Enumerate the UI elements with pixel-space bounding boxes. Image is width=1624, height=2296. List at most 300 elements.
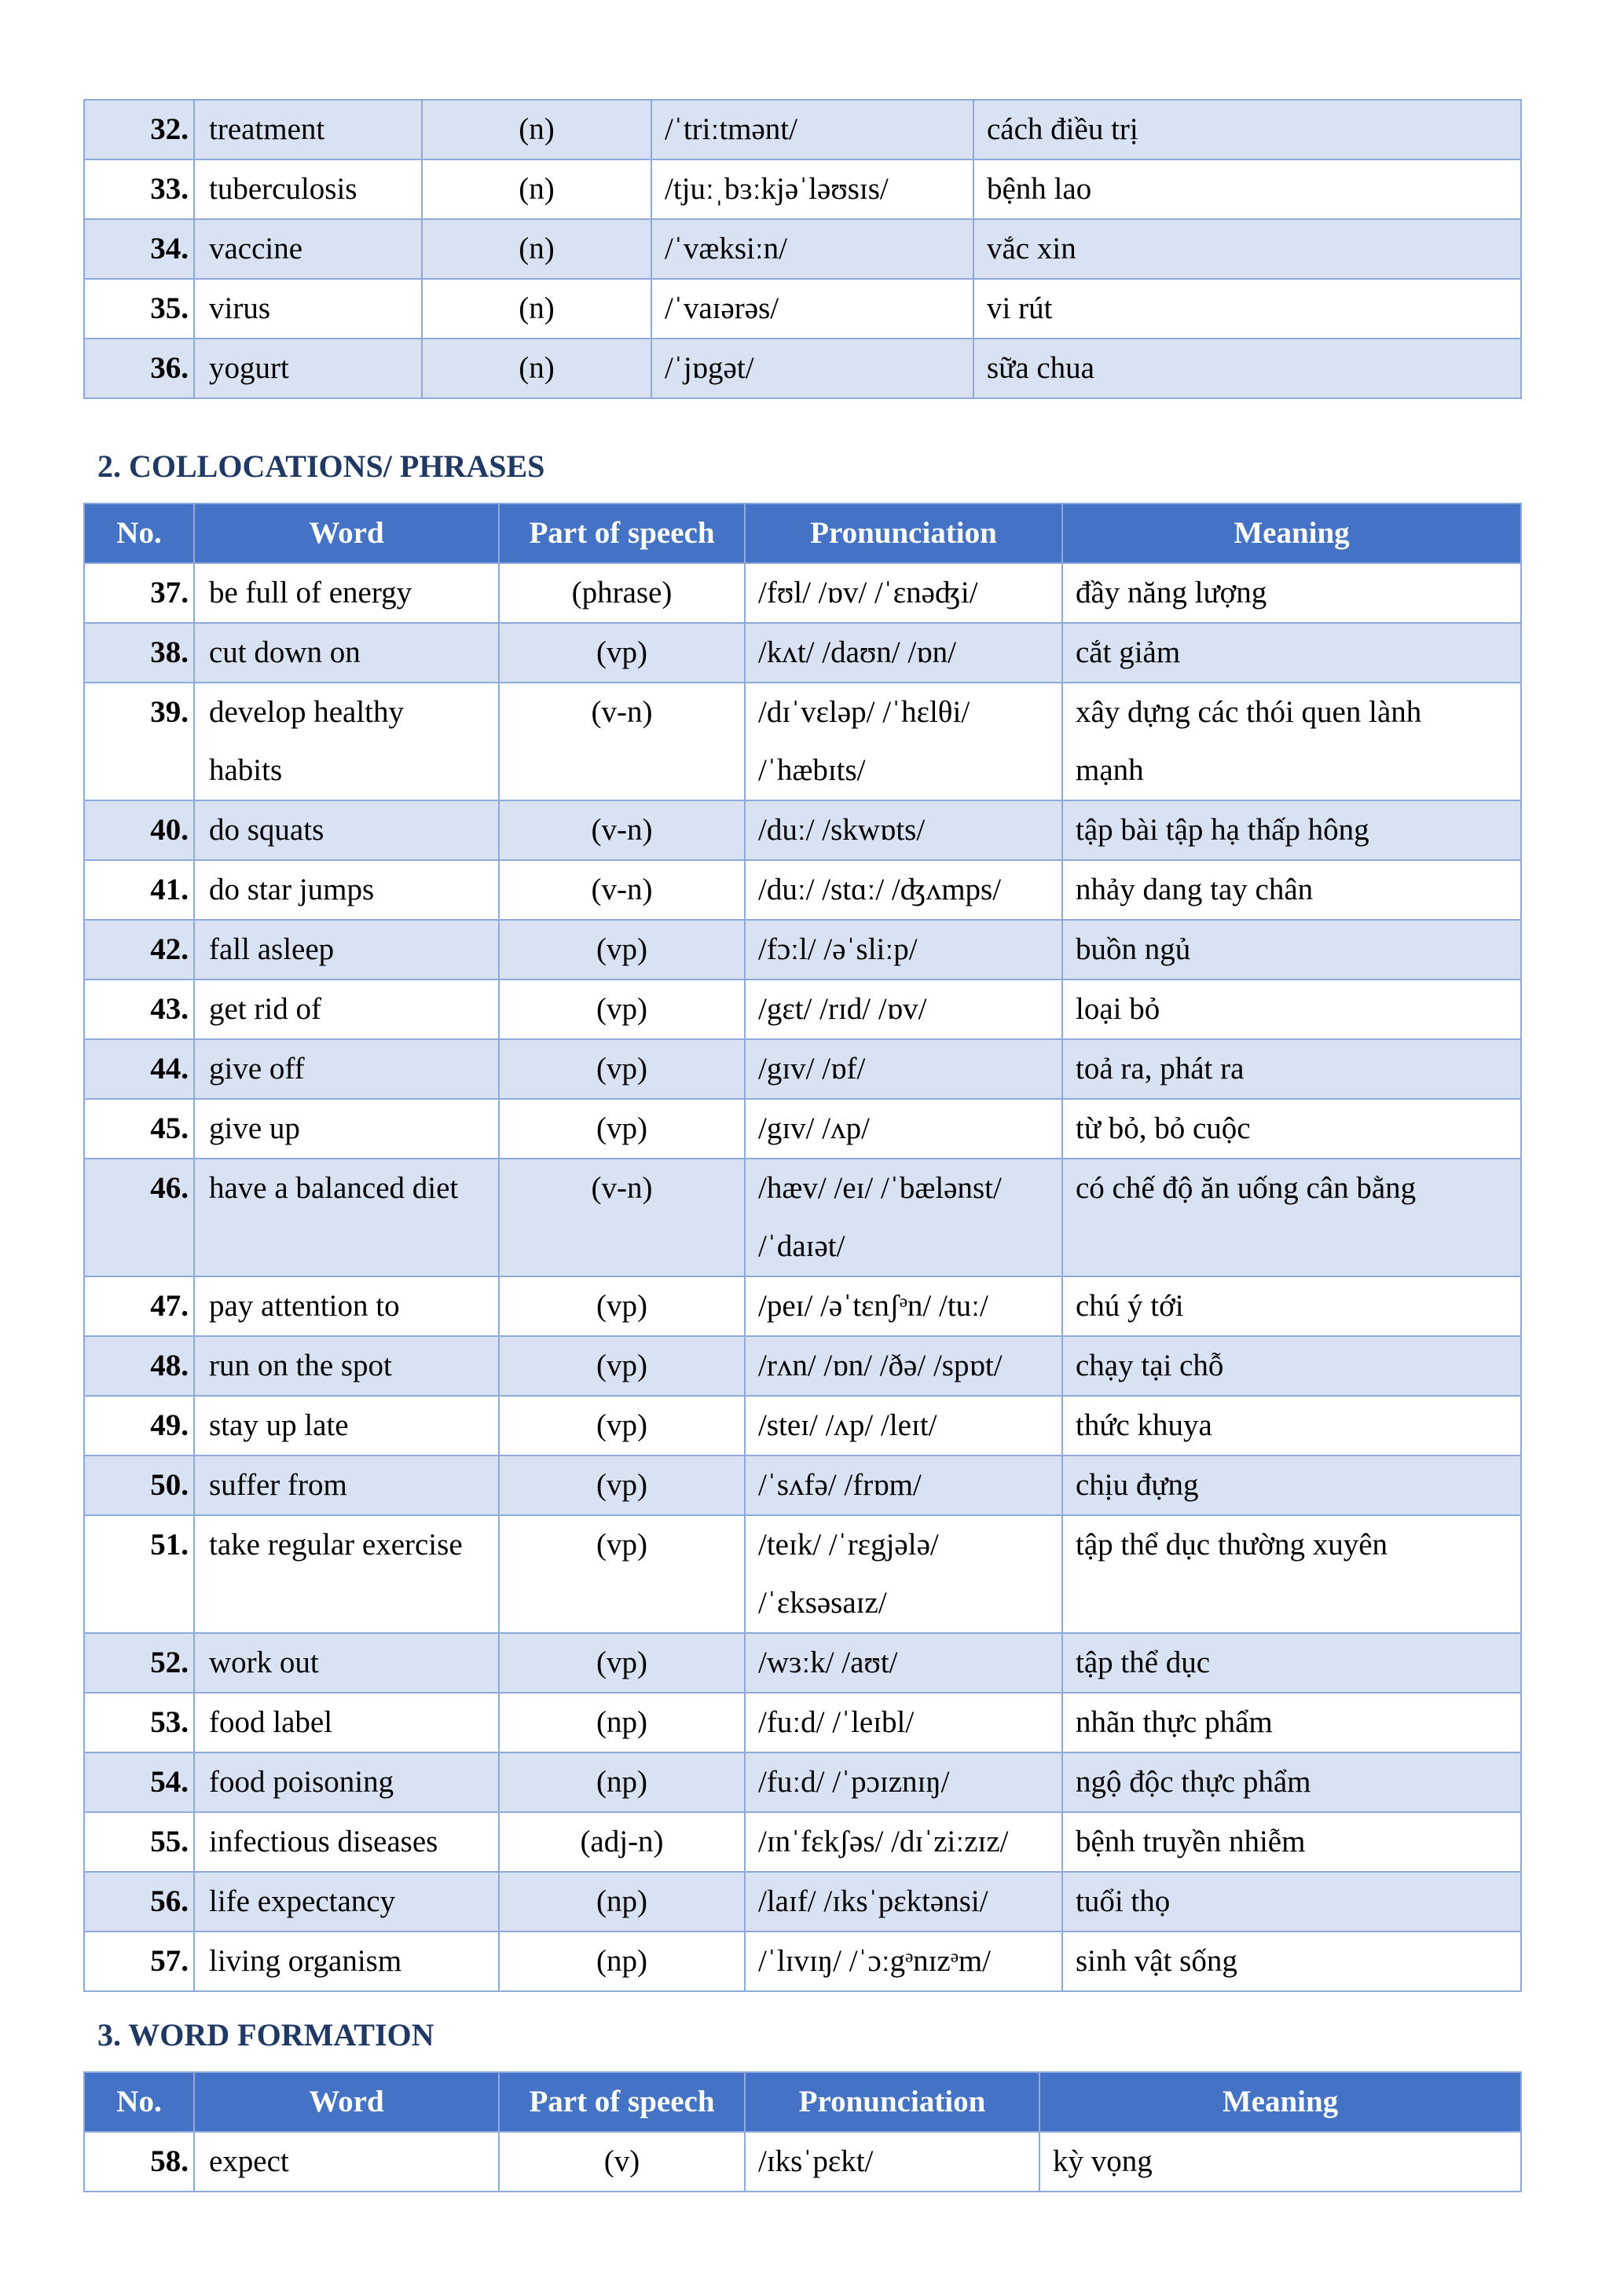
entry-part-of-speech [422, 159, 651, 219]
entry-meaning [1062, 1276, 1521, 1336]
entry-number [84, 1812, 194, 1872]
entry-word-text: suffer from [209, 1468, 347, 1502]
entry-number-text: 33. [150, 172, 189, 206]
table-row [84, 1456, 1521, 1515]
entry-number-text: 54. [150, 1765, 189, 1799]
entry-part-of-speech [499, 1336, 745, 1396]
entry-number-text: 34. [150, 232, 189, 265]
entry-number-text: 56. [150, 1884, 189, 1918]
entry-word-text: give off [209, 1052, 305, 1086]
vocab-table-word-formation [83, 2071, 1522, 2192]
entry-pronunciation-text: /wɜːk/ /aʊt/ [758, 1646, 898, 1679]
entry-part-of-speech [499, 623, 745, 683]
entry-number [84, 683, 194, 800]
entry-part-of-speech-text: (np) [596, 1944, 647, 1978]
entry-pronunciation [651, 339, 973, 398]
entry-meaning [1062, 1039, 1521, 1099]
entry-part-of-speech-text: (v-n) [591, 813, 653, 847]
entry-part-of-speech-text: (vp) [596, 992, 647, 1026]
entry-word [194, 563, 499, 623]
entry-word-text: life expectancy [209, 1884, 396, 1918]
entry-part-of-speech-text: (n) [519, 172, 555, 206]
entry-word-text: living organism [209, 1944, 402, 1978]
entry-number [84, 1515, 194, 1633]
table-row [84, 1812, 1521, 1872]
entry-number [84, 1872, 194, 1932]
entry-part-of-speech [422, 339, 651, 398]
entry-part-of-speech-text: (v-n) [591, 695, 653, 729]
entry-number-text: 43. [150, 992, 189, 1026]
entry-part-of-speech-text: (vp) [596, 1468, 647, 1502]
vocab-table-body [84, 2132, 1521, 2192]
entry-number [84, 1159, 194, 1276]
entry-pronunciation-text: /duː/ /stɑː/ /ʤʌmps/ [758, 873, 1002, 906]
table-row [84, 219, 1521, 279]
entry-meaning-text: tập thể dục thường xuyên [1076, 1528, 1388, 1562]
entry-number [84, 1336, 194, 1396]
table-row [84, 1276, 1521, 1336]
table-row [84, 159, 1521, 219]
entry-part-of-speech-text: (n) [519, 232, 555, 265]
entry-word [194, 1099, 499, 1159]
entry-part-of-speech-text: (n) [519, 351, 555, 385]
table-row [84, 2132, 1521, 2192]
entry-word-text: take regular exercise [209, 1528, 463, 1562]
entry-meaning-text: thức khuya [1076, 1408, 1212, 1442]
entry-word-text: food poisoning [209, 1765, 394, 1799]
header-meaning: Meaning [1062, 504, 1521, 563]
entry-word-text: stay up late [209, 1408, 349, 1442]
entry-number [84, 563, 194, 623]
section-heading-collocations: 2. COLLOCATIONS/ PHRASES [97, 449, 545, 484]
entry-pronunciation [745, 563, 1062, 623]
entry-word [194, 1872, 499, 1932]
entry-word-text: work out [209, 1646, 319, 1679]
entry-part-of-speech-text: (vp) [596, 932, 647, 966]
entry-word-text: do squats [209, 813, 324, 847]
entry-word-text: food label [209, 1705, 333, 1739]
entry-number-text: 53. [150, 1705, 189, 1739]
entry-meaning-text: buồn ngủ [1076, 932, 1191, 966]
entry-pronunciation-text: /laɪf/ /ɪksˈpɛktənsi/ [758, 1884, 988, 1918]
entry-word [194, 339, 422, 398]
entry-pronunciation [651, 100, 973, 159]
entry-meaning [973, 279, 1521, 339]
table-row [84, 623, 1521, 683]
entry-word [194, 1693, 499, 1752]
entry-pronunciation [745, 1396, 1062, 1456]
entry-word-text: infectious diseases [209, 1825, 438, 1858]
entry-part-of-speech [499, 1693, 745, 1752]
entry-pronunciation-text: /ˈjɒgət/ [665, 351, 754, 385]
entry-part-of-speech [499, 1633, 745, 1693]
entry-word-text: yogurt [209, 351, 289, 385]
entry-pronunciation-text: /fɔːl/ /əˈsliːp/ [758, 932, 918, 966]
entry-number-text: 52. [150, 1646, 189, 1679]
entry-part-of-speech-text: (v) [603, 2144, 640, 2178]
entry-pronunciation-text: /rʌn/ /ɒn/ /ðə/ /spɒt/ [758, 1349, 1003, 1382]
entry-pronunciation-text: /peɪ/ /əˈtɛnʃᵊn/ /tuː/ [758, 1289, 988, 1323]
entry-pronunciation-text: /ˈlɪvɪŋ/ /ˈɔːgᵊnɪzᵊm/ [758, 1944, 991, 1978]
entry-meaning [1062, 1872, 1521, 1932]
entry-part-of-speech [499, 1099, 745, 1159]
table-row [84, 1336, 1521, 1396]
header-part-of-speech: Part of speech [499, 2072, 745, 2132]
entry-word [194, 1159, 499, 1276]
table-header-row [84, 504, 1521, 563]
entry-number-text: 42. [150, 932, 189, 966]
entry-meaning [1062, 980, 1521, 1039]
entry-meaning [973, 100, 1521, 159]
entry-pronunciation [745, 1336, 1062, 1396]
table-row [84, 1633, 1521, 1693]
entry-meaning-text: chạy tại chỗ [1076, 1349, 1224, 1382]
entry-pronunciation [745, 1039, 1062, 1099]
entry-part-of-speech-text: (vp) [596, 635, 647, 669]
entry-pronunciation [745, 1693, 1062, 1752]
entry-meaning [1062, 800, 1521, 860]
entry-number [84, 800, 194, 860]
entry-pronunciation [745, 980, 1062, 1039]
entry-meaning-text: bệnh lao [987, 172, 1092, 206]
entry-number [84, 279, 194, 339]
entry-pronunciation [745, 683, 1062, 800]
entry-word-text: run on the spot [209, 1349, 392, 1382]
entry-part-of-speech [499, 1159, 745, 1276]
entry-word [194, 800, 499, 860]
entry-part-of-speech [499, 1396, 745, 1456]
entry-part-of-speech [499, 980, 745, 1039]
entry-meaning [1062, 920, 1521, 980]
entry-number [84, 623, 194, 683]
entry-meaning-text: từ bỏ, bỏ cuộc [1076, 1111, 1251, 1145]
entry-pronunciation [745, 623, 1062, 683]
entry-pronunciation [745, 1932, 1062, 1991]
entry-word-text: treatment [209, 112, 325, 146]
entry-meaning-text: có chế độ ăn uống cân bằng [1076, 1171, 1417, 1205]
entry-number-text: 41. [150, 873, 189, 906]
entry-meaning [973, 219, 1521, 279]
entry-number [84, 1932, 194, 1991]
table-row [84, 980, 1521, 1039]
entry-meaning-text: xây dựng các thói quen lành mạnh [1076, 695, 1422, 787]
entry-meaning [1062, 1693, 1521, 1752]
entry-number [84, 1396, 194, 1456]
entry-pronunciation-text: /ɪksˈpɛkt/ [758, 2144, 874, 2178]
entry-pronunciation-text: /hæv/ /eɪ/ /ˈbælənst/ /ˈdaɪət/ [758, 1171, 1002, 1263]
entry-pronunciation-text: /gɛt/ /rɪd/ /ɒv/ [758, 992, 927, 1026]
entry-part-of-speech [499, 800, 745, 860]
header-pronunciation: Pronunciation [745, 504, 1062, 563]
entry-pronunciation-text: /ˈsʌfə/ /frɒm/ [758, 1468, 922, 1502]
entry-number-text: 48. [150, 1349, 189, 1382]
entry-meaning [1062, 563, 1521, 623]
entry-meaning-text: nhãn thực phẩm [1076, 1705, 1273, 1739]
entry-pronunciation [745, 1872, 1062, 1932]
vocab-table-collocations [83, 503, 1522, 1992]
table-row [84, 920, 1521, 980]
entry-number [84, 100, 194, 159]
entry-meaning [1039, 2132, 1521, 2192]
entry-word-text: get rid of [209, 992, 321, 1026]
entry-word [194, 1633, 499, 1693]
table-row [84, 860, 1521, 920]
entry-part-of-speech [499, 1039, 745, 1099]
entry-part-of-speech [499, 1456, 745, 1515]
entry-meaning-text: chịu đựng [1076, 1468, 1199, 1502]
table-row [84, 1099, 1521, 1159]
entry-number [84, 860, 194, 920]
entry-number [84, 920, 194, 980]
entry-part-of-speech [499, 1752, 745, 1812]
entry-word [194, 159, 422, 219]
entry-pronunciation-text: /kʌt/ /daʊn/ /ɒn/ [758, 635, 956, 669]
entry-part-of-speech-text: (v-n) [591, 873, 653, 906]
entry-pronunciation-text: /fuːd/ /ˈleɪbl/ [758, 1705, 915, 1739]
header-word: Word [194, 2072, 499, 2132]
entry-part-of-speech-text: (np) [596, 1884, 647, 1918]
entry-pronunciation-text: /ɪnˈfɛkʃəs/ /dɪˈziːzɪz/ [758, 1825, 1009, 1858]
entry-number-text: 58. [150, 2144, 189, 2178]
entry-meaning [1062, 1633, 1521, 1693]
entry-word [194, 920, 499, 980]
entry-part-of-speech [499, 1812, 745, 1872]
table-row [84, 1515, 1521, 1633]
entry-number [84, 980, 194, 1039]
vocab-table-body [84, 563, 1521, 1991]
entry-part-of-speech [499, 683, 745, 800]
entry-part-of-speech-text: (np) [596, 1705, 647, 1739]
entry-meaning-text: sinh vật sống [1076, 1944, 1237, 1978]
header-pronunciation: Pronunciation [745, 2072, 1039, 2132]
entry-word-text: cut down on [209, 635, 361, 669]
entry-word [194, 219, 422, 279]
entry-number [84, 339, 194, 398]
entry-part-of-speech [422, 279, 651, 339]
entry-part-of-speech-text: (n) [519, 291, 555, 325]
entry-number-text: 37. [150, 576, 189, 610]
entry-word [194, 2132, 499, 2192]
entry-word [194, 860, 499, 920]
entry-part-of-speech [499, 1932, 745, 1991]
entry-number [84, 1039, 194, 1099]
entry-word-text: give up [209, 1111, 300, 1145]
entry-meaning-text: bệnh truyền nhiễm [1076, 1825, 1306, 1858]
entry-meaning [1062, 1932, 1521, 1991]
table-row [84, 100, 1521, 159]
entry-pronunciation [745, 1812, 1062, 1872]
entry-meaning [1062, 1456, 1521, 1515]
table-row [84, 1396, 1521, 1456]
entry-part-of-speech [422, 100, 651, 159]
entry-part-of-speech-text: (vp) [596, 1408, 647, 1442]
entry-pronunciation-text: /ˈvaɪərəs/ [665, 291, 779, 325]
entry-part-of-speech-text: (v-n) [591, 1171, 653, 1205]
entry-meaning-text: chú ý tới [1076, 1289, 1184, 1323]
entry-meaning [1062, 860, 1521, 920]
table-row [84, 279, 1521, 339]
entry-pronunciation [745, 1099, 1062, 1159]
section-heading-word-formation: 3. WORD FORMATION [97, 2017, 434, 2052]
entry-part-of-speech-text: (vp) [596, 1052, 647, 1086]
table-row [84, 800, 1521, 860]
entry-meaning-text: sữa chua [987, 351, 1094, 385]
entry-word [194, 980, 499, 1039]
entry-word [194, 683, 499, 800]
entry-meaning-text: loại bỏ [1076, 992, 1160, 1026]
entry-word-text: expect [209, 2144, 289, 2178]
entry-word-text: tuberculosis [209, 172, 357, 206]
entry-number-text: 44. [150, 1052, 189, 1086]
entry-pronunciation-text: /fuːd/ /ˈpɔɪznɪŋ/ [758, 1765, 950, 1799]
entry-word [194, 100, 422, 159]
entry-number-text: 50. [150, 1468, 189, 1502]
entry-part-of-speech-text: (vp) [596, 1528, 647, 1562]
entry-number [84, 1633, 194, 1693]
entry-meaning-text: kỳ vọng [1053, 2144, 1153, 2178]
entry-pronunciation [745, 1515, 1062, 1633]
entry-number [84, 219, 194, 279]
entry-number-text: 39. [150, 695, 189, 729]
entry-word [194, 1396, 499, 1456]
entry-part-of-speech [499, 1872, 745, 1932]
entry-number-text: 49. [150, 1408, 189, 1442]
entry-pronunciation [745, 1633, 1062, 1693]
entry-word-text: do star jumps [209, 873, 375, 906]
entry-meaning-text: tập bài tập hạ thấp hông [1076, 813, 1369, 847]
header-meaning: Meaning [1039, 2072, 1521, 2132]
entry-pronunciation-text: /gɪv/ /ɒf/ [758, 1052, 866, 1086]
entry-meaning-text: toả ra, phát ra [1076, 1052, 1245, 1086]
entry-meaning-text: ngộ độc thực phẩm [1076, 1765, 1311, 1799]
entry-part-of-speech [499, 1276, 745, 1336]
entry-word [194, 1515, 499, 1633]
entry-word [194, 1812, 499, 1872]
table-row [84, 1039, 1521, 1099]
entry-word [194, 279, 422, 339]
entry-word-text: virus [209, 291, 270, 325]
entry-meaning [1062, 1752, 1521, 1812]
entry-word-text: pay attention to [209, 1289, 400, 1323]
table-row [84, 563, 1521, 623]
entry-meaning-text: vi rút [987, 291, 1053, 325]
entry-word [194, 1752, 499, 1812]
entry-word [194, 1276, 499, 1336]
entry-part-of-speech [499, 1515, 745, 1633]
table-row [84, 1159, 1521, 1276]
entry-part-of-speech-text: (phrase) [571, 576, 673, 610]
entry-word [194, 623, 499, 683]
entry-meaning [1062, 1515, 1521, 1633]
entry-pronunciation [745, 860, 1062, 920]
entry-meaning-text: vắc xin [987, 232, 1076, 265]
entry-word-text: have a balanced diet [209, 1171, 459, 1205]
entry-meaning [1062, 1159, 1521, 1276]
entry-part-of-speech [422, 219, 651, 279]
vocab-table-nouns-continued [83, 99, 1522, 399]
entry-part-of-speech [499, 2132, 745, 2192]
entry-meaning-text: cắt giảm [1076, 635, 1181, 669]
entry-number-text: 45. [150, 1111, 189, 1145]
entry-pronunciation [651, 219, 973, 279]
entry-word-text: fall asleep [209, 932, 335, 966]
entry-pronunciation [745, 1752, 1062, 1812]
entry-word [194, 1039, 499, 1099]
entry-number-text: 32. [150, 112, 189, 146]
table-row [84, 1752, 1521, 1812]
entry-number [84, 1752, 194, 1812]
entry-number [84, 1693, 194, 1752]
header-no: No. [84, 504, 194, 563]
entry-meaning-text: cách điều trị [987, 112, 1138, 146]
entry-pronunciation-text: /fʊl/ /ɒv/ /ˈɛnəʤi/ [758, 576, 978, 610]
table-row [84, 1932, 1521, 1991]
entry-number-text: 38. [150, 635, 189, 669]
table-row [84, 1693, 1521, 1752]
entry-meaning [973, 339, 1521, 398]
entry-part-of-speech-text: (vp) [596, 1349, 647, 1382]
entry-number [84, 1456, 194, 1515]
entry-part-of-speech [499, 563, 745, 623]
entry-number [84, 1099, 194, 1159]
header-word: Word [194, 504, 499, 563]
entry-word [194, 1456, 499, 1515]
entry-part-of-speech [499, 860, 745, 920]
table-row [84, 1872, 1521, 1932]
entry-pronunciation-text: /dɪˈvɛləp/ /ˈhɛlθi/ /ˈhæbɪts/ [758, 695, 970, 787]
entry-pronunciation-text: /tjuːˌbɜːkjəˈləʊsɪs/ [665, 172, 889, 206]
entry-pronunciation-text: /gɪv/ /ʌp/ [758, 1111, 870, 1145]
entry-number-text: 57. [150, 1944, 189, 1978]
header-part-of-speech: Part of speech [499, 504, 745, 563]
entry-part-of-speech-text: (vp) [596, 1646, 647, 1679]
entry-meaning [1062, 623, 1521, 683]
entry-pronunciation-text: /ˈvæksiːn/ [665, 232, 788, 265]
entry-number-text: 47. [150, 1289, 189, 1323]
entry-word-text: be full of energy [209, 576, 412, 610]
entry-part-of-speech-text: (adj-n) [580, 1825, 664, 1858]
entry-pronunciation [745, 1456, 1062, 1515]
entry-meaning [1062, 1336, 1521, 1396]
header-no: No. [84, 2072, 194, 2132]
entry-part-of-speech-text: (vp) [596, 1289, 647, 1323]
entry-meaning-text: tập thể dục [1076, 1646, 1211, 1679]
entry-meaning [1062, 1812, 1521, 1872]
entry-pronunciation [651, 159, 973, 219]
entry-meaning [973, 159, 1521, 219]
entry-number-text: 55. [150, 1825, 189, 1858]
entry-part-of-speech [499, 920, 745, 980]
entry-meaning-text: tuổi thọ [1076, 1884, 1171, 1918]
entry-pronunciation [651, 279, 973, 339]
entry-pronunciation [745, 1276, 1062, 1336]
entry-number-text: 36. [150, 351, 189, 385]
entry-number-text: 46. [150, 1171, 189, 1205]
entry-pronunciation-text: /steɪ/ /ʌp/ /leɪt/ [758, 1408, 937, 1442]
entry-part-of-speech-text: (vp) [596, 1111, 647, 1145]
entry-number [84, 159, 194, 219]
entry-word [194, 1932, 499, 1991]
entry-word [194, 1336, 499, 1396]
entry-part-of-speech-text: (np) [596, 1765, 647, 1799]
entry-number [84, 1276, 194, 1336]
entry-pronunciation [745, 2132, 1039, 2192]
entry-meaning [1062, 1396, 1521, 1456]
entry-meaning [1062, 683, 1521, 800]
entry-number-text: 40. [150, 813, 189, 847]
entry-meaning-text: nhảy dang tay chân [1076, 873, 1314, 906]
entry-pronunciation [745, 800, 1062, 860]
